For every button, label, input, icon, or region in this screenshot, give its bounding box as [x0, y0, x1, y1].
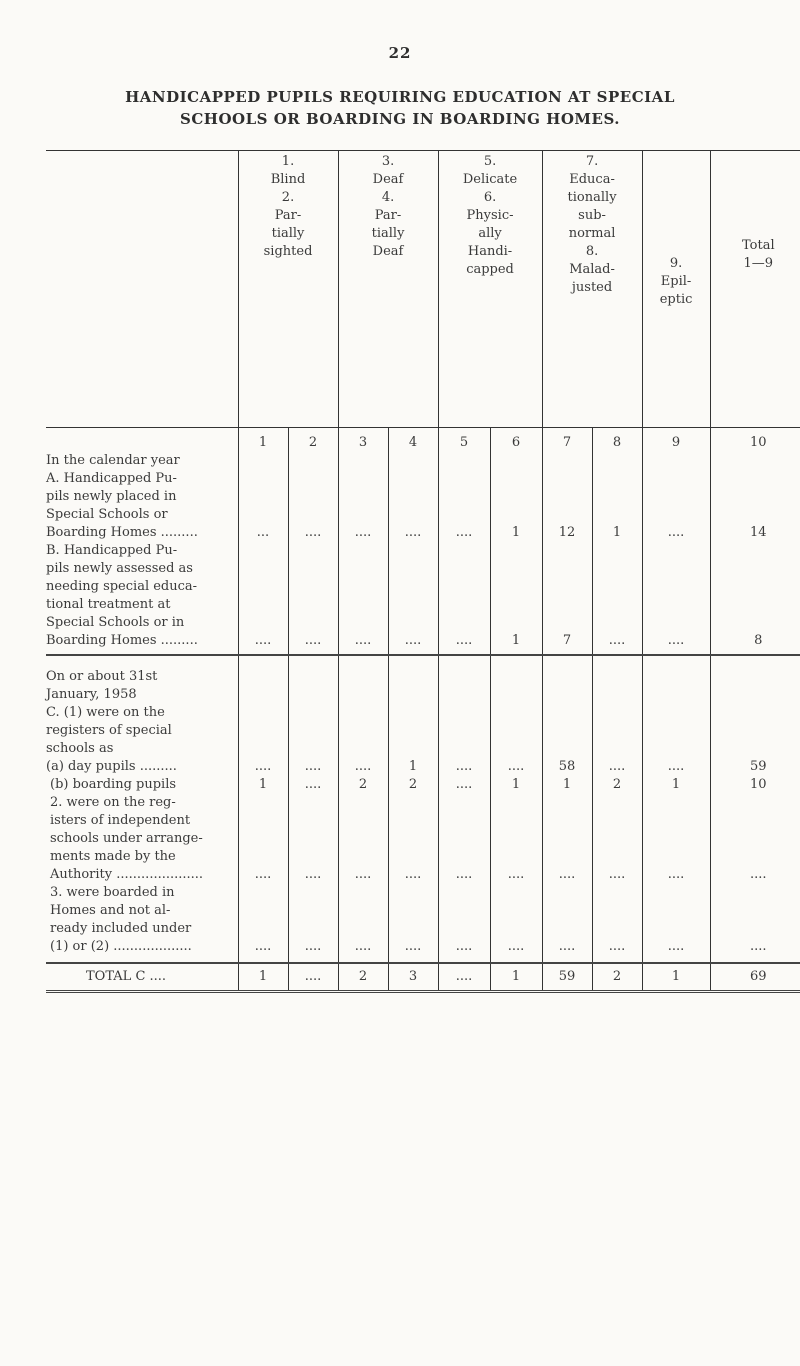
header-blank	[46, 151, 238, 428]
cell: ....	[542, 794, 592, 884]
cell: ....	[238, 758, 288, 776]
table-row-c-1b	[46, 776, 800, 794]
cell: ....	[710, 884, 800, 963]
cell: 1	[592, 470, 642, 542]
row-label: B. Handicapped Pu- pils newly assessed as needing special educa- tional treatment at Special Schools or in Boarding Homes .........	[46, 542, 238, 655]
cell: 14	[710, 470, 800, 542]
cell: ....	[238, 794, 288, 884]
cell: ....	[388, 470, 438, 542]
cell: ....	[438, 963, 490, 992]
cell: ....	[542, 884, 592, 963]
title-line-2: SCHOOLS OR BOARDING IN BOARDING HOMES.	[180, 110, 620, 128]
cell: ....	[288, 758, 338, 776]
page-title	[0, 86, 800, 130]
cell: 2	[338, 963, 388, 992]
cell: 59	[542, 963, 592, 992]
header-total: Total 1—9	[710, 151, 800, 428]
cell: ....	[642, 758, 710, 776]
title-line-1: HANDICAPPED PUPILS REQUIRING EDUCATION AT SPECIAL	[125, 88, 675, 106]
column-number: 6	[490, 428, 542, 471]
cell: ....	[388, 794, 438, 884]
cell: ....	[288, 470, 338, 542]
header-educationally-subnormal-maladjusted: 7. Educa- tionally sub- normal 8. Malad- justed	[542, 151, 642, 428]
cell: ....	[288, 963, 338, 992]
row-label: In the calendar year	[46, 428, 238, 471]
cell: ....	[642, 542, 710, 655]
cell: 1	[388, 758, 438, 776]
cell: ....	[238, 884, 288, 963]
cell: 8	[710, 542, 800, 655]
cell: 2	[592, 776, 642, 794]
cell: ....	[288, 884, 338, 963]
cell: 1	[542, 776, 592, 794]
cell: ...	[238, 470, 288, 542]
column-number: 2	[288, 428, 338, 471]
cell: 1	[490, 776, 542, 794]
cell: ....	[710, 794, 800, 884]
header-epileptic: 9. Epil- eptic	[642, 151, 710, 428]
table-row-c-intro	[46, 655, 800, 758]
cell: ....	[490, 794, 542, 884]
cell: 1	[642, 963, 710, 992]
cell: 2	[388, 776, 438, 794]
page-number: 22	[388, 44, 412, 62]
cell: ....	[490, 884, 542, 963]
table-row-b	[46, 542, 800, 655]
header-blind-partially-sighted: 1. Blind 2. Par- tially sighted	[238, 151, 338, 428]
table-row-a	[46, 470, 800, 542]
cell: ....	[338, 884, 388, 963]
cell: ....	[338, 470, 388, 542]
cell: 1	[642, 776, 710, 794]
cell: ....	[338, 542, 388, 655]
cell: 3	[388, 963, 438, 992]
table-row-c-2	[46, 794, 800, 884]
cell: ....	[388, 542, 438, 655]
table-row-c-3	[46, 884, 800, 963]
handicapped-pupils-table	[46, 150, 800, 993]
cell: ....	[338, 794, 388, 884]
column-number-row	[46, 428, 800, 471]
row-label: 3. were boarded in Homes and not al- ready included under (1) or (2) ...................	[50, 885, 192, 954]
column-number: 7	[542, 428, 592, 471]
row-label: 2. were on the reg- isters of independent schools under arrange- ments made by the Authority .....................	[50, 795, 204, 882]
cell: ....	[288, 776, 338, 794]
cell: 2	[592, 963, 642, 992]
column-number: 4	[388, 428, 438, 471]
row-label: (a) day pupils .........	[46, 759, 177, 774]
column-number: 5	[438, 428, 490, 471]
cell: ....	[642, 884, 710, 963]
cell: ....	[288, 542, 338, 655]
cell: ....	[592, 758, 642, 776]
column-number: 9	[642, 428, 710, 471]
cell: ....	[592, 884, 642, 963]
column-number: 3	[338, 428, 388, 471]
cell: 1	[490, 470, 542, 542]
header-delicate-physically-handicapped: 5. Delicate 6. Physic- ally Handi- capped	[438, 151, 542, 428]
table-row-total-c	[46, 963, 800, 992]
cell: ....	[642, 470, 710, 542]
cell: 12	[542, 470, 592, 542]
cell: ....	[642, 794, 710, 884]
cell: 1	[238, 963, 288, 992]
cell: ....	[490, 758, 542, 776]
cell: 1	[238, 776, 288, 794]
row-label: A. Handicapped Pu- pils newly placed in Special Schools or Boarding Homes .........	[46, 471, 198, 540]
cell: ....	[438, 758, 490, 776]
cell: ....	[338, 758, 388, 776]
cell: 58	[542, 758, 592, 776]
cell: ....	[438, 794, 490, 884]
cell: ....	[438, 884, 490, 963]
table-row-c-1a	[46, 758, 800, 776]
cell: ....	[438, 776, 490, 794]
header-deaf-partially-deaf: 3. Deaf 4. Par- tially Deaf	[338, 151, 438, 428]
cell: 59	[710, 758, 800, 776]
column-number: 10	[710, 428, 800, 471]
row-label: (b) boarding pupils	[50, 777, 177, 792]
cell: ....	[592, 794, 642, 884]
cell: 10	[710, 776, 800, 794]
cell: 1	[490, 542, 542, 655]
row-label: TOTAL C ....	[46, 963, 238, 992]
cell: ....	[238, 542, 288, 655]
row-label: On or about 31st January, 1958 C. (1) were on the registers of special schools as	[46, 669, 172, 756]
cell: ....	[388, 884, 438, 963]
cell: 69	[710, 963, 800, 992]
column-number: 8	[592, 428, 642, 471]
column-number: 1	[238, 428, 288, 471]
cell: ....	[288, 794, 338, 884]
cell: ....	[592, 542, 642, 655]
cell: 2	[338, 776, 388, 794]
cell: ....	[438, 542, 490, 655]
cell: 7	[542, 542, 592, 655]
cell: ....	[438, 470, 490, 542]
cell: 1	[490, 963, 542, 992]
